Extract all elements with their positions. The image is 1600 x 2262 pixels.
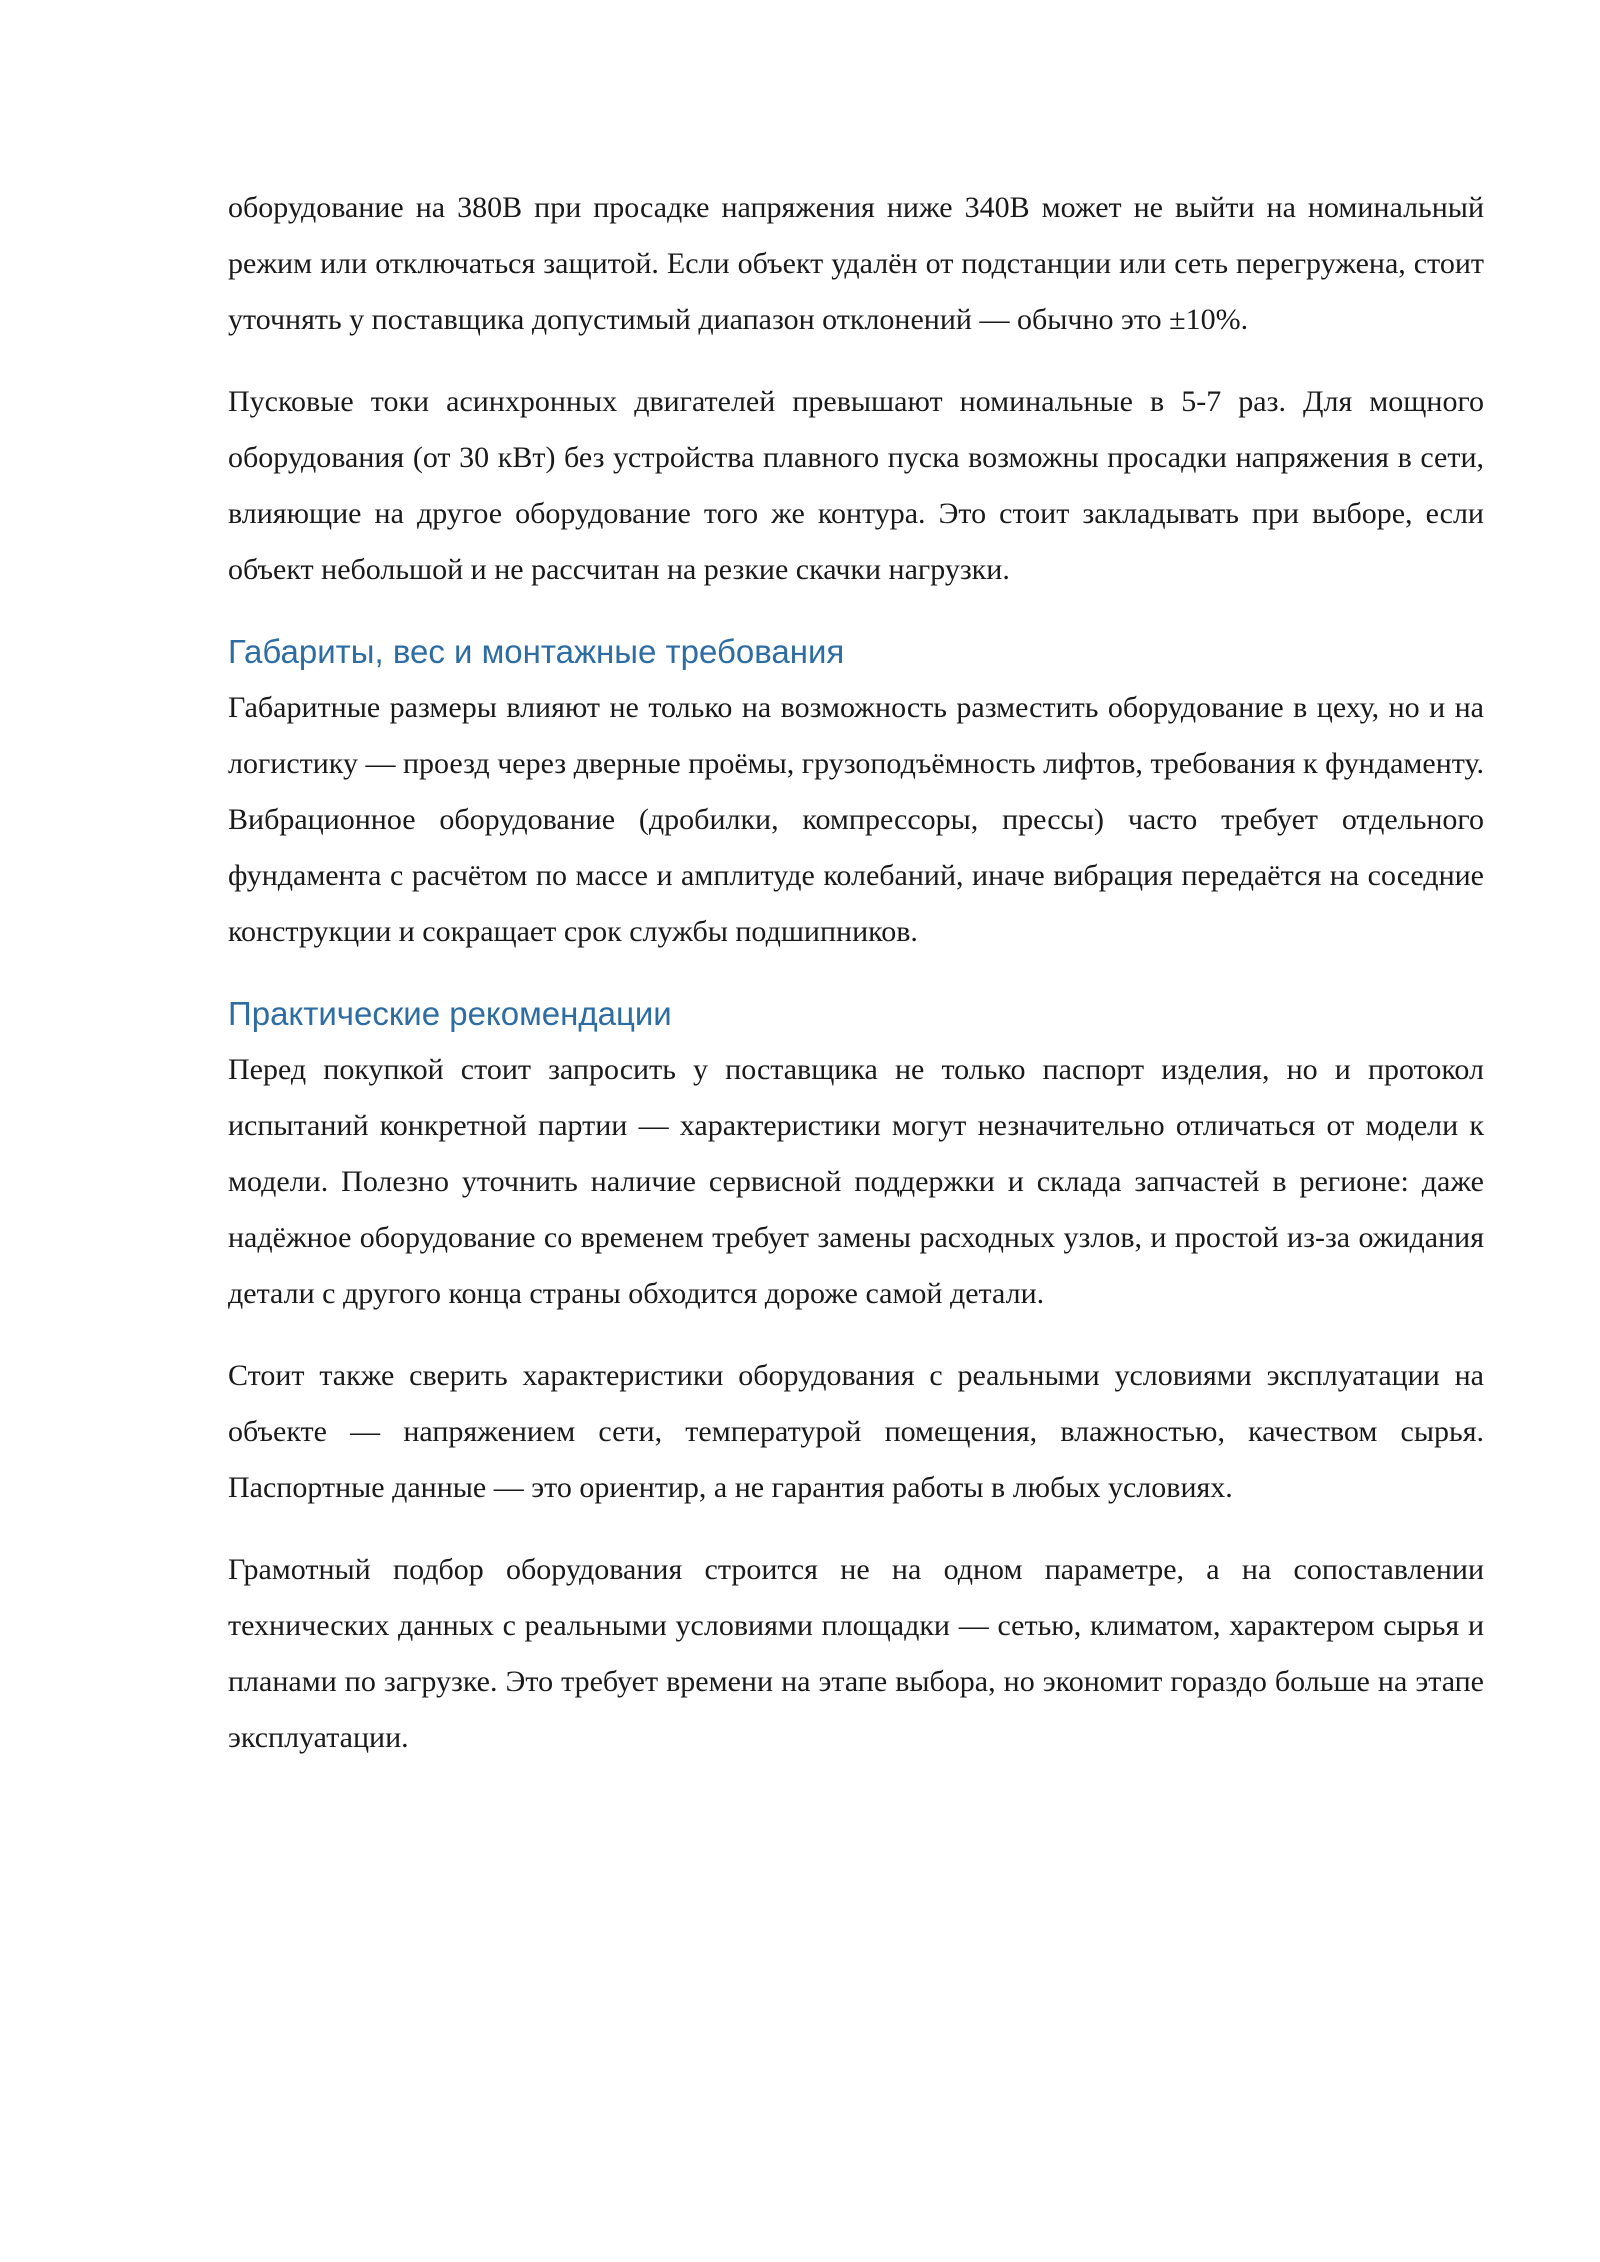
paragraph-recommendations-conditions: Стоит также сверить характеристики оборудования с реальными условиями эксплуатации на объекте — напряжением сети, температурой помещения, влажностью, качеством сырья. Паспортные данные — это ориентир, а не гарантия работы в любых условиях. xyxy=(228,1359,1484,1504)
paragraph-dimensions: Габаритные размеры влияют не только на возможность разместить оборудование в цеху, но и на логистику — проезд через дверные проёмы, грузоподъёмность лифтов, требования к фундаменту. Вибрационное оборудование (дробилки, компрессоры, прессы) часто требует отдельного фундамента с расчётом по массе и амплитуде колебаний, иначе вибрация передаётся на соседние конструкции и сокращает срок службы подшипников. xyxy=(228,691,1484,948)
section-heading-dimensions: Габариты, вес и монтажные требования xyxy=(228,633,845,670)
paragraph-conclusion: Грамотный подбор оборудования строится не на одном параметре, а на сопоставлении технических данных с реальными условиями площадки — сетью, климатом, характером сырья и планами по загрузке. Это требует времени на этапе выбора, но экономит гораздо больше на этапе эксплуатации. xyxy=(228,1553,1484,1754)
section-heading-recommendations: Практические рекомендации xyxy=(228,995,672,1032)
document-page xyxy=(228,180,1484,1792)
paragraph-voltage-drop: оборудование на 380В при просадке напряжения ниже 340В может не выйти на номинальный режим или отключаться защитой. Если объект удалён от подстанции или сеть перегружена, стоит уточнять у поставщика допустимый диапазон отклонений — обычно это ±10%. xyxy=(228,191,1484,336)
paragraph-starting-currents: Пусковые токи асинхронных двигателей превышают номинальные в 5-7 раз. Для мощного оборудования (от 30 кВт) без устройства плавного пуска возможны просадки напряжения в сети, влияющие на другое оборудование того же контура. Это стоит закладывать при выборе, если объект небольшой и не рассчитан на резкие скачки нагрузки. xyxy=(228,385,1484,586)
paragraph-recommendations-supplier: Перед покупкой стоит запросить у поставщика не только паспорт изделия, но и протокол испытаний конкретной партии — характеристики могут незначительно отличаться от модели к модели. Полезно уточнить наличие сервисной поддержки и склада запчастей в регионе: даже надёжное оборудование со временем требует замены расходных узлов, и простой из-за ожидания детали с другого конца страны обходится дороже самой детали. xyxy=(228,1053,1484,1310)
